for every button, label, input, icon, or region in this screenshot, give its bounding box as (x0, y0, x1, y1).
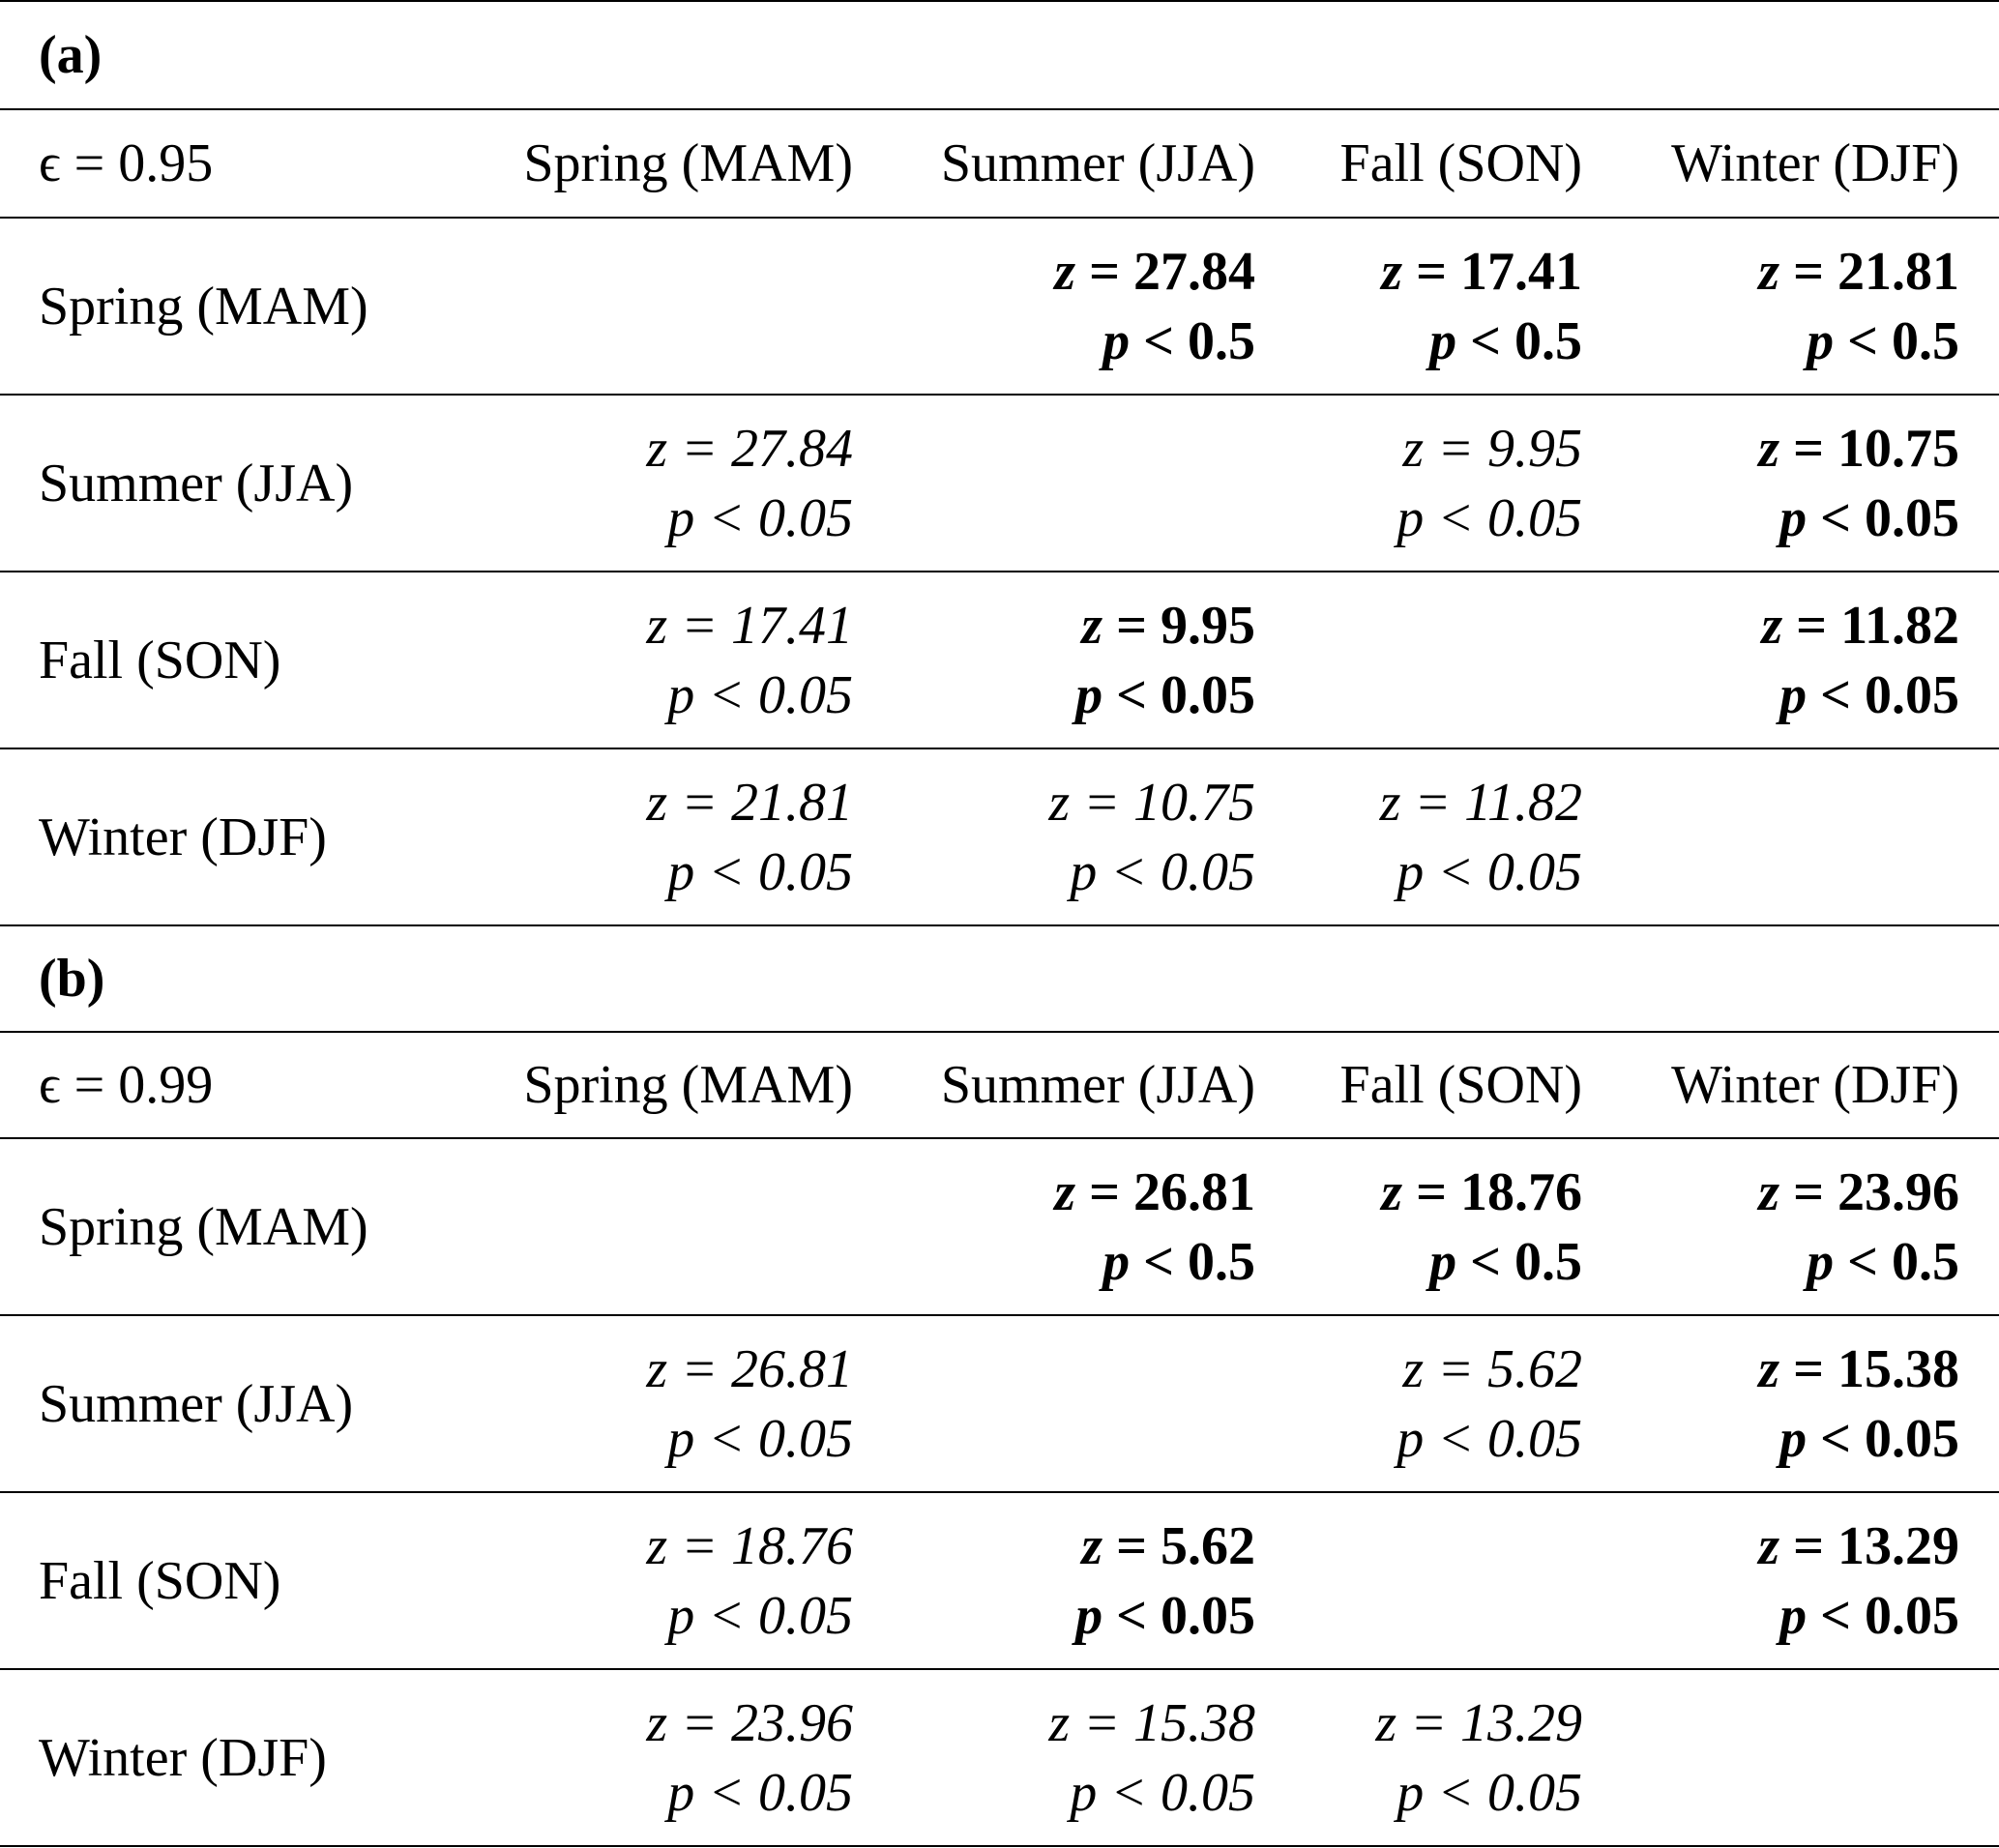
stat-cell (1758, 219, 1959, 394)
z-statistic: z = 15.38 (1048, 1692, 1255, 1753)
stat-line (1429, 1227, 1582, 1297)
stat-line (1758, 1335, 1959, 1404)
stat-value: < 0.5 (1834, 1231, 1959, 1292)
table-row (0, 396, 1999, 572)
z-statistic: z = 18.76 (646, 1515, 853, 1576)
stat-variable: z (1758, 1515, 1780, 1576)
stat-line (1758, 1511, 1959, 1581)
p-value: p < 0.05 (667, 487, 853, 548)
z-statistic: z = 27.84 (646, 418, 853, 479)
stat-variable: p (1779, 1408, 1808, 1469)
stat-value: = 18.76 (1402, 1161, 1582, 1222)
p-value: p < 0.05 (667, 1762, 853, 1823)
stat-line (1807, 1227, 1959, 1297)
stat-line (1761, 591, 1959, 660)
stat-value: = 26.81 (1075, 1161, 1255, 1222)
stat-variable: z (1381, 241, 1403, 302)
stat-cell (646, 1670, 853, 1845)
stat-cell (1054, 1139, 1255, 1314)
stat-variable: p (1807, 1231, 1835, 1292)
stat-variable: p (1779, 487, 1808, 548)
stat-value: < 0.5 (1456, 1231, 1582, 1292)
stat-variable: p (1779, 1585, 1808, 1646)
stat-line (1758, 237, 1959, 307)
table-row (0, 219, 1999, 396)
row-label: Summer (JJA) (39, 1373, 354, 1434)
table-row (0, 1493, 1999, 1670)
table-row (0, 572, 1999, 749)
stat-cell (1375, 1670, 1582, 1845)
epsilon-label: ϵ = 0.99 (39, 1055, 214, 1115)
stat-value: < 0.05 (1807, 1585, 1959, 1646)
p-value: p < 0.05 (1396, 1408, 1582, 1469)
z-statistic: z = 5.62 (1402, 1338, 1582, 1399)
stat-line (1758, 414, 1959, 484)
stat-variable: p (1807, 310, 1835, 371)
stat-cell (1381, 1139, 1582, 1314)
table-row (0, 749, 1999, 926)
stat-variable: z (1761, 595, 1783, 656)
stat-variable: z (1054, 241, 1076, 302)
stat-value: < 0.5 (1130, 1231, 1255, 1292)
stat-line (1081, 1511, 1255, 1581)
z-statistic: z = 10.75 (1048, 772, 1255, 833)
stat-line (1054, 1158, 1255, 1227)
stat-variable: p (1102, 1231, 1131, 1292)
panel-label: (b) (39, 949, 105, 1009)
p-value: p < 0.05 (1396, 1762, 1582, 1823)
header-row (0, 110, 1999, 219)
z-statistic: z = 21.81 (646, 772, 853, 833)
stat-value: = 9.95 (1102, 595, 1255, 656)
header-row (0, 1033, 1999, 1139)
stat-value: < 0.05 (1102, 1585, 1255, 1646)
stat-variable: z (1758, 1161, 1780, 1222)
stat-line (1081, 591, 1255, 660)
stat-line (1807, 307, 1959, 376)
p-value: p < 0.05 (1396, 487, 1582, 548)
stat-variable: z (1081, 1515, 1103, 1576)
epsilon-label: ϵ = 0.95 (39, 133, 214, 193)
table-row (0, 1316, 1999, 1493)
column-header: Winter (DJF) (1671, 1055, 1959, 1115)
stat-value: = 11.82 (1782, 595, 1959, 656)
stat-value: < 0.05 (1102, 664, 1255, 725)
p-value: p < 0.05 (667, 664, 853, 725)
stat-cell (1758, 1316, 1959, 1491)
stat-cell (646, 749, 853, 924)
stat-variable: p (1102, 310, 1131, 371)
stat-cell (1758, 1139, 1959, 1314)
p-value: p < 0.05 (1396, 841, 1582, 902)
p-value: p < 0.05 (667, 841, 853, 902)
table-row (0, 1139, 1999, 1316)
row-label: Fall (SON) (39, 1550, 281, 1611)
z-statistic: z = 11.82 (1379, 772, 1582, 833)
stat-variable: z (1081, 595, 1103, 656)
stat-cell (1380, 749, 1582, 924)
stat-value: = 15.38 (1779, 1338, 1959, 1399)
stat-line (1779, 484, 1959, 553)
row-label: Winter (DJF) (39, 1727, 327, 1788)
stat-value: < 0.05 (1807, 664, 1959, 725)
stat-value: < 0.05 (1807, 487, 1959, 548)
column-header: Summer (JJA) (940, 1055, 1255, 1115)
stat-variable: p (1429, 1231, 1457, 1292)
stat-value: = 27.84 (1075, 241, 1255, 302)
stat-cell (1075, 572, 1255, 748)
stat-value: < 0.5 (1130, 310, 1255, 371)
column-header: Fall (SON) (1339, 1055, 1582, 1115)
p-value: p < 0.05 (1070, 1762, 1255, 1823)
stat-value: = 13.29 (1779, 1515, 1959, 1576)
row-label: Spring (MAM) (39, 1196, 368, 1257)
stat-cell (646, 1316, 853, 1491)
stat-value: < 0.5 (1456, 310, 1582, 371)
stat-variable: z (1758, 1338, 1780, 1399)
stat-variable: p (1779, 664, 1808, 725)
row-label: Spring (MAM) (39, 276, 368, 337)
column-header: Summer (JJA) (940, 133, 1255, 193)
column-header: Winter (DJF) (1671, 133, 1959, 193)
row-label: Winter (DJF) (39, 807, 327, 867)
stat-cell (1048, 749, 1255, 924)
p-value: p < 0.05 (1070, 841, 1255, 902)
stat-cell (1396, 396, 1582, 571)
stat-variable: p (1429, 310, 1457, 371)
column-header: Fall (SON) (1339, 133, 1582, 193)
stat-value: = 17.41 (1402, 241, 1582, 302)
stat-cell (1075, 1493, 1255, 1668)
stat-line (1075, 660, 1255, 730)
row-label: Summer (JJA) (39, 453, 354, 513)
stat-line (1779, 1581, 1959, 1651)
stat-line (1758, 1158, 1959, 1227)
stat-variable: z (1381, 1161, 1403, 1222)
stat-variable: z (1758, 241, 1780, 302)
stat-line (1429, 307, 1582, 376)
z-statistic: z = 13.29 (1375, 1692, 1582, 1753)
stat-line (1075, 1581, 1255, 1651)
z-statistic: z = 23.96 (646, 1692, 853, 1753)
stat-line (1381, 1158, 1582, 1227)
table-row (0, 1670, 1999, 1847)
stat-cell (646, 396, 853, 571)
stat-cell (1048, 1670, 1255, 1845)
p-value: p < 0.05 (667, 1585, 853, 1646)
stat-line (1381, 237, 1582, 307)
stat-value: = 10.75 (1779, 418, 1959, 479)
column-header: Spring (MAM) (523, 1055, 853, 1115)
column-header: Spring (MAM) (523, 133, 853, 193)
z-statistic: z = 26.81 (646, 1338, 853, 1399)
stat-value: = 21.81 (1779, 241, 1959, 302)
stat-cell (1054, 219, 1255, 394)
stat-cell (1758, 396, 1959, 571)
stat-cell (1396, 1316, 1582, 1491)
stat-line (1102, 307, 1255, 376)
panel-label-row (0, 0, 1999, 110)
stat-cell (1761, 572, 1959, 748)
stat-variable: z (1758, 418, 1780, 479)
stat-variable: p (1075, 1585, 1103, 1646)
stat-line (1779, 660, 1959, 730)
z-statistic: z = 9.95 (1402, 418, 1582, 479)
stat-line (1779, 1404, 1959, 1474)
stat-line (1102, 1227, 1255, 1297)
stat-variable: z (1054, 1161, 1076, 1222)
stat-value: < 0.5 (1834, 310, 1959, 371)
stat-value: = 5.62 (1102, 1515, 1255, 1576)
stat-cell (646, 1493, 853, 1668)
p-value: p < 0.05 (667, 1408, 853, 1469)
stat-cell (646, 572, 853, 748)
panel-label-row (0, 926, 1999, 1033)
stat-line (1054, 237, 1255, 307)
stat-value: = 23.96 (1779, 1161, 1959, 1222)
stat-value: < 0.05 (1807, 1408, 1959, 1469)
row-label: Fall (SON) (39, 630, 281, 690)
stat-cell (1381, 219, 1582, 394)
z-statistic: z = 17.41 (646, 595, 853, 656)
stat-cell (1758, 1493, 1959, 1668)
panel-label: (a) (39, 25, 103, 85)
stat-variable: p (1075, 664, 1103, 725)
